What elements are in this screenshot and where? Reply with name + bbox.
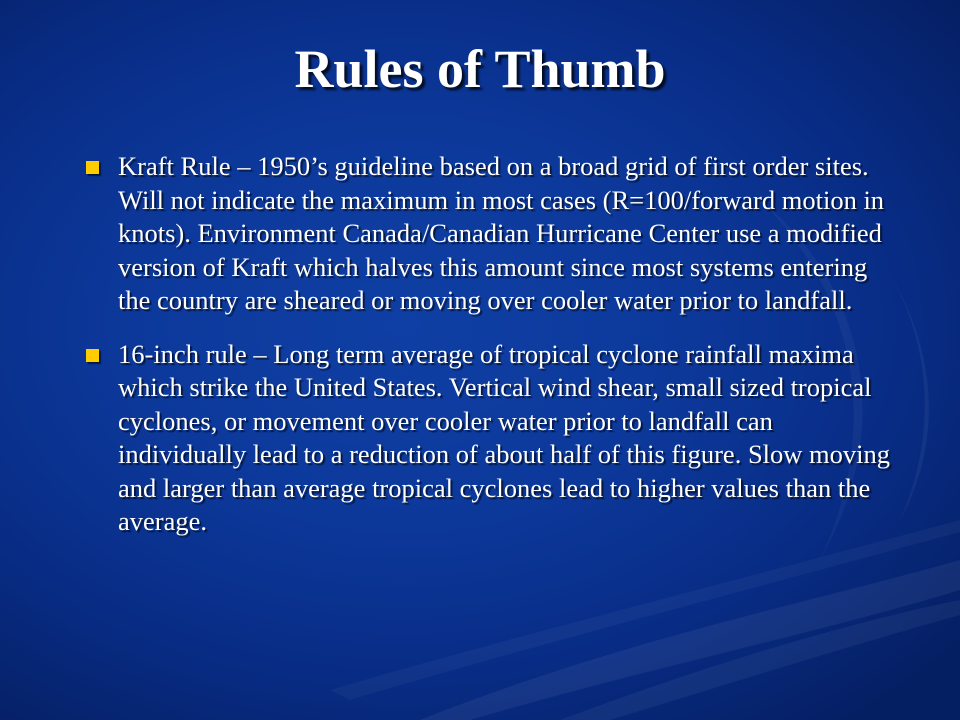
bullet-item-16-inch-rule xyxy=(84,338,894,539)
bullet-list xyxy=(84,150,894,559)
bullet-text: 16-inch rule – Long term average of tropical cyclone rainfall maxima which strike the United States. Vertical wind shear, small sized tropical cyclones, or movement over cooler water prior to landfall can individually lead to a reduction of about half of this figure. Slow moving and larger than average tropical cyclones lead to higher values than the average. xyxy=(118,338,891,536)
slide-title: Rules of Thumb xyxy=(294,39,666,99)
bullet-text: Kraft Rule – 1950’s guideline based on a broad grid of first order sites. Will not indicate the maximum in most cases (R=100/forward motion in knots). Environment Canada/Canadian Hurricane Center use a modified version of Kraft which halves this amount since most systems entering the country are sheared or moving over cooler water prior to landfall. xyxy=(118,151,885,315)
bullet-item-kraft-rule xyxy=(84,150,894,318)
square-bullet-icon xyxy=(86,161,99,174)
square-bullet-icon xyxy=(86,349,99,362)
